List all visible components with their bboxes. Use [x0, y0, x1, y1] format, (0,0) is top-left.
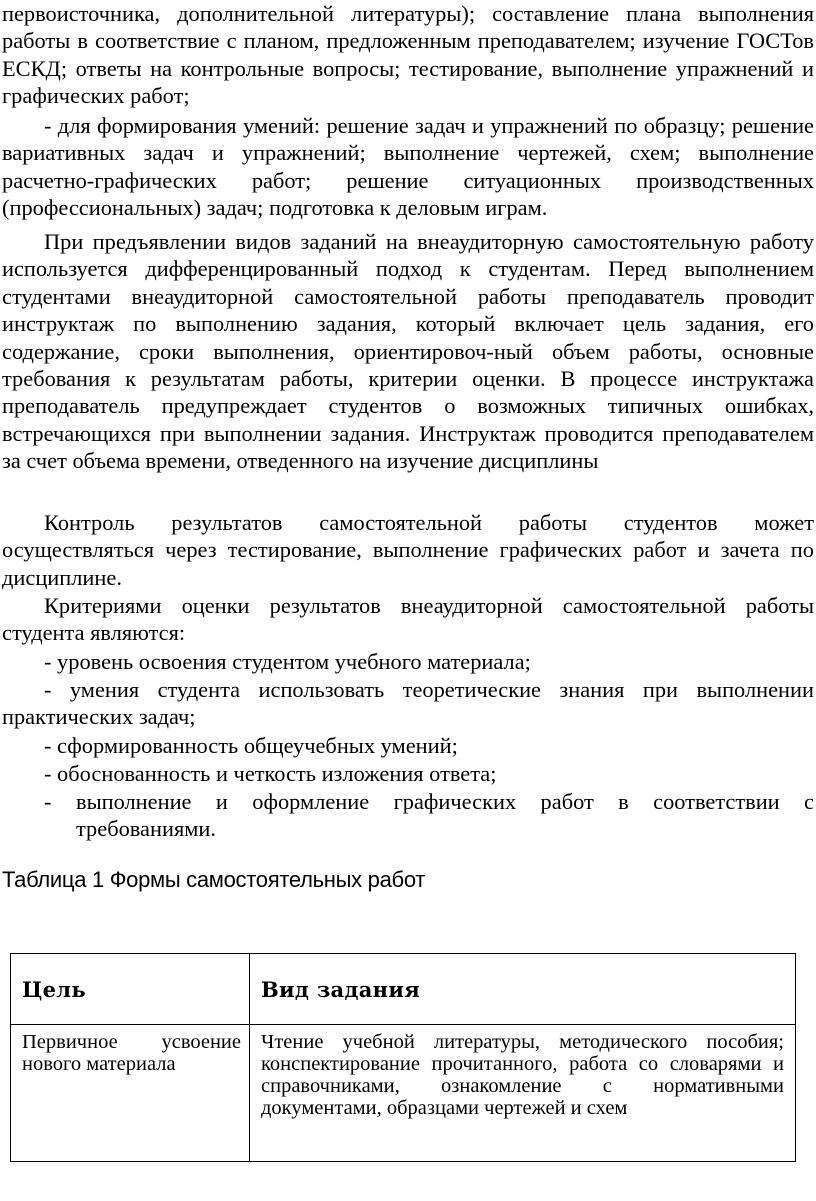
- table-header-row: [11, 954, 796, 1025]
- works-table: [10, 953, 796, 1162]
- table-caption: Таблица 1 Формы самостоятельных работ: [2, 867, 426, 892]
- table-row: [11, 1025, 796, 1162]
- paragraph-instruction: При предъявлении видов заданий на внеаудиторную самостоятельную работу используется дифференцированный подход к студентам. Перед выполнением студентами внеаудиторной самостоятельной работы преподаватель проводит инструктаж по выполнению задания, который включает цель задания, его содержание, сроки выполнения, ориентировоч-ный объем работы, основные требования к результатам работы, критерии оценки. В процессе инструктажа преподаватель предупреждает студентов о возможных типичных ошибках, встречающихся при выполнении задания. Инструктаж проводится преподавателем за счет объема времени, отведенного на изучение дисциплины: [2, 229, 814, 474]
- criteria-item-general: - сформированность общеучебных умений;: [44, 733, 458, 758]
- list-dash: -: [44, 789, 52, 814]
- criteria-item-reasoning: - обоснованность и четкость изложения ответа;: [44, 761, 497, 786]
- paragraph-sources: первоисточника, дополнительной литературы); составление плана выполнения работы в соответствие с планом, предложенным преподавателем; изучение ГОСТов ЕСКД; ответы на контрольные вопросы; тестирование, выполнение упражнений и графических работ;: [2, 1, 814, 109]
- paragraph-skills: - для формирования умений: решение задач и упражнений по образцу; решение вариативных задач и упражнений; выполнение чертежей, схем; выполнение расчетно-графических работ; решение ситуационных производственных (профессиональных) задач; подготовка к деловым играм.: [2, 113, 814, 221]
- criteria-item-skills: - умения студента использовать теоретические знания при выполнении практических задач;: [2, 677, 814, 730]
- cell-goal: Первичное усвоение нового материала: [11, 1025, 250, 1162]
- paragraph-criteria-intro: Критериями оценки результатов внеаудиторной самостоятельной работы студента являются:: [2, 593, 814, 646]
- criteria-item-level: - уровень освоения студентом учебного материала;: [44, 649, 531, 674]
- header-goal: Цель: [11, 954, 250, 1025]
- cell-task: Чтение учебной литературы, методического пособия; конспектирование прочитанного, работа со словарями и справочниками, ознакомление с нормативными документами, образцами чертежей и схем: [250, 1025, 796, 1162]
- paragraph-control: Контроль результатов самостоятельной работы студентов может осуществляться через тестирование, выполнение графических работ и зачета по дисциплине.: [2, 510, 814, 590]
- criteria-item-graphics-text: выполнение и оформление графических работ в соответствии с требованиями.: [76, 789, 814, 842]
- criteria-item-graphics: [44, 788, 814, 843]
- header-task-type: Вид задания: [250, 954, 796, 1025]
